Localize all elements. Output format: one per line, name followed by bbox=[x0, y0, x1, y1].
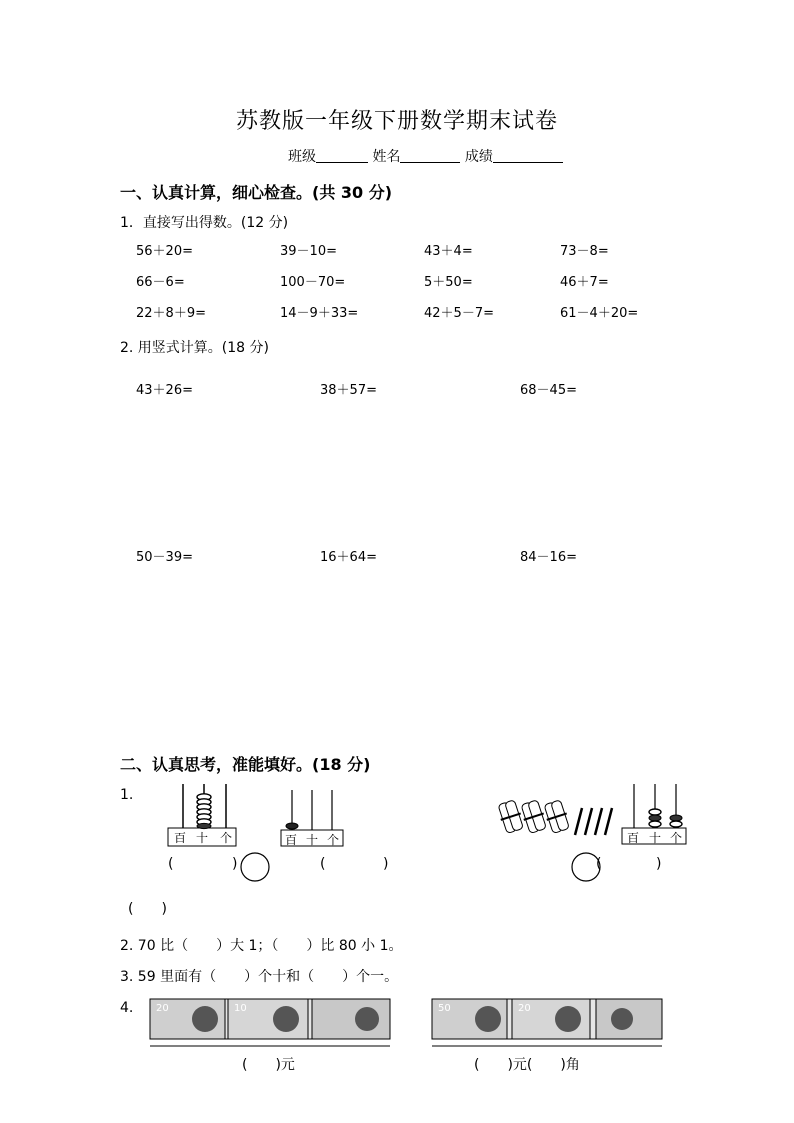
calc-item: 5＋50= bbox=[424, 275, 473, 290]
calc-item: 46＋7= bbox=[560, 275, 609, 290]
calc-item: 73－8= bbox=[560, 244, 609, 259]
class-label: 班级 bbox=[288, 149, 316, 165]
vertical-calc-item: 43＋26= bbox=[136, 383, 193, 398]
calc-item: 43＋4= bbox=[424, 244, 473, 259]
calc-item: 39－10= bbox=[280, 244, 337, 259]
calc-item: 56＋20= bbox=[136, 244, 193, 259]
q1-label: 1．直接写出得数。(12 分) bbox=[120, 215, 289, 231]
s2-q2: 2. 70 比（ ）大 1；（ ）比 80 小 1。 bbox=[120, 938, 403, 954]
abacus3-label-tens: 十 bbox=[649, 831, 662, 845]
abacus1-label-hundreds: 百 bbox=[174, 831, 187, 845]
abacus3-label-hundreds: 百 bbox=[627, 831, 640, 845]
note-value: 50 bbox=[438, 1003, 451, 1014]
compare-circle-1 bbox=[241, 853, 269, 881]
single-sticks bbox=[575, 808, 612, 835]
answer-paren-right: ) bbox=[656, 856, 662, 872]
answer-paren-left: ( bbox=[168, 856, 174, 872]
note-value: 20 bbox=[518, 1003, 531, 1014]
abacus2-label-tens: 十 bbox=[306, 833, 319, 847]
name-label: 姓名 bbox=[372, 149, 401, 165]
abacus-bead-stack bbox=[197, 794, 211, 829]
s2-q4-label: 4. bbox=[120, 1000, 134, 1016]
answer-paren-right: ) bbox=[232, 856, 238, 872]
section2-heading: 二、认真思考，准能填好。(18 分) bbox=[120, 755, 371, 774]
answer-paren-left: ( bbox=[596, 856, 602, 872]
s2-q3: 3. 59 里面有（ ）个十和（ ）个一。 bbox=[120, 969, 399, 985]
s2-q1-label: 1. bbox=[120, 787, 134, 803]
calc-item: 66－6= bbox=[136, 275, 185, 290]
answer-paren-left: ( bbox=[320, 856, 326, 872]
answer-paren-right: ) bbox=[383, 856, 389, 872]
calc-item: 61－4＋20= bbox=[560, 306, 639, 321]
page-title: 苏教版一年级下册数学期末试卷 bbox=[235, 109, 558, 134]
vertical-calc-item: 38＋57= bbox=[320, 383, 377, 398]
abacus2-label-hundreds: 百 bbox=[285, 833, 298, 847]
calc-item: 22＋8＋9= bbox=[136, 306, 206, 321]
stick-bundles bbox=[496, 799, 571, 834]
vertical-calc-item: 68－45= bbox=[520, 383, 577, 398]
answer-paren-pair: ( ) bbox=[128, 901, 167, 917]
vertical-calc-item: 50－39= bbox=[136, 550, 193, 565]
vertical-calc-item: 84－16= bbox=[520, 550, 577, 565]
note-value: 10 bbox=[234, 1003, 247, 1014]
abacus1-label-tens: 十 bbox=[196, 831, 209, 845]
calc-item: 42＋5－7= bbox=[424, 306, 494, 321]
vertical-calc-item: 16＋64= bbox=[320, 550, 377, 565]
abacus1-label-ones: 个 bbox=[220, 831, 233, 845]
banknote-strip-2 bbox=[432, 999, 662, 1046]
section1-heading: 一、认真计算，细心检查。(共 30 分) bbox=[120, 183, 393, 202]
abacus3-label-ones: 个 bbox=[670, 831, 683, 845]
banknote-strip-1 bbox=[150, 999, 390, 1046]
money-answer-yuan-jiao: ( )元( )角 bbox=[474, 1057, 580, 1073]
calc-item: 100－70= bbox=[280, 275, 346, 290]
abacus2-label-ones: 个 bbox=[327, 833, 340, 847]
score-label: 成绩 bbox=[464, 149, 493, 165]
q2-label: 2. 用竖式计算。(18 分) bbox=[120, 340, 269, 356]
note-value: 20 bbox=[156, 1003, 169, 1014]
calc-item: 14－9＋33= bbox=[280, 306, 359, 321]
money-answer-yuan: ( )元 bbox=[242, 1057, 295, 1073]
